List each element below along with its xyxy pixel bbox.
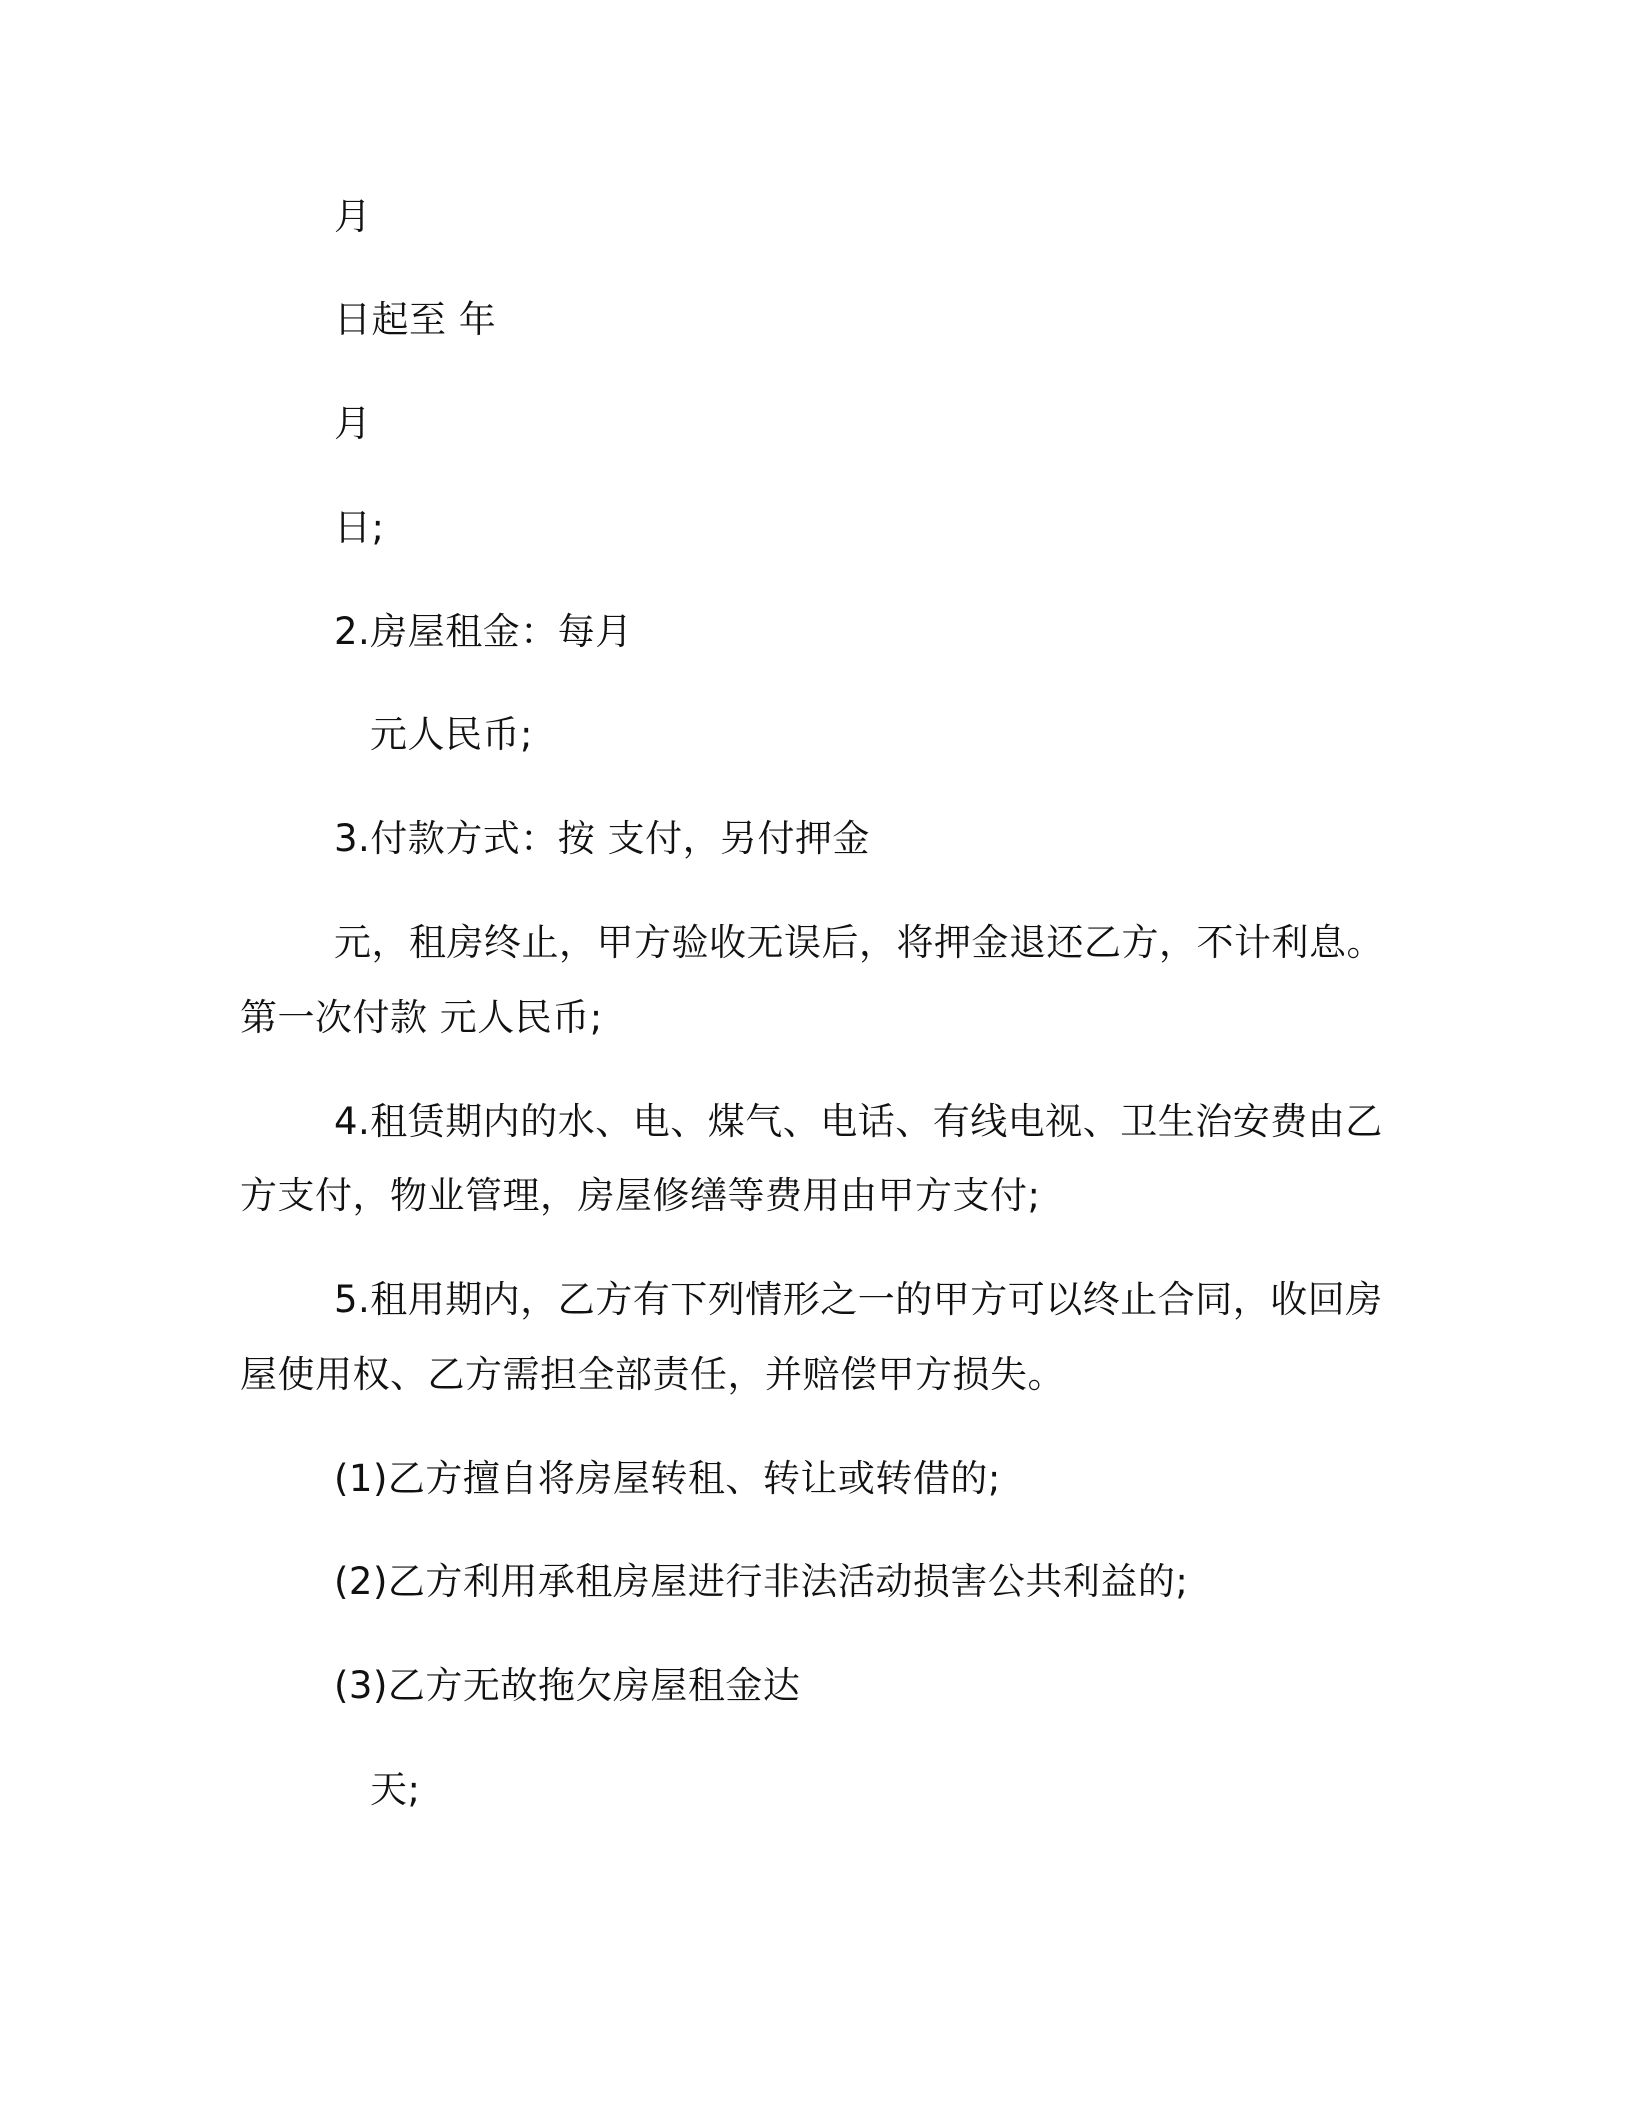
text-line: (1)乙方擅自将房屋转租、转让或转借的; (334, 1457, 1001, 1500)
text-line: 2.房屋租金：每月 (334, 610, 633, 653)
text-line: 4.租赁期内的水、电、煤气、电话、有线电视、卫生治安费由乙 (334, 1100, 1383, 1143)
text-line: 元，租房终止，甲方验收无误后，将押金退还乙方，不计利息。 (334, 921, 1384, 964)
text-line: 日; (334, 506, 385, 549)
text-line: 3.付款方式：按 支付，另付押金 (334, 817, 871, 860)
text-line: 月 (334, 402, 372, 445)
text-line: 日起至 年 (334, 298, 497, 341)
text-line: 屋使用权、乙方需担全部责任，并赔偿甲方损失。 (240, 1353, 1065, 1396)
text-line: 5.租用期内，乙方有下列情形之一的甲方可以终止合同，收回房 (334, 1278, 1383, 1321)
text-line: (3)乙方无故拖欠房屋租金达 (334, 1664, 801, 1707)
text-line: 方支付，物业管理，房屋修缮等费用由甲方支付; (240, 1174, 1041, 1217)
text-line: 元人民币; (370, 713, 533, 756)
text-line: 天; (370, 1768, 421, 1811)
text-line: 第一次付款 元人民币; (240, 996, 603, 1039)
text-line: 月 (334, 195, 372, 238)
text-line: (2)乙方利用承租房屋进行非法活动损害公共利益的; (334, 1560, 1189, 1603)
